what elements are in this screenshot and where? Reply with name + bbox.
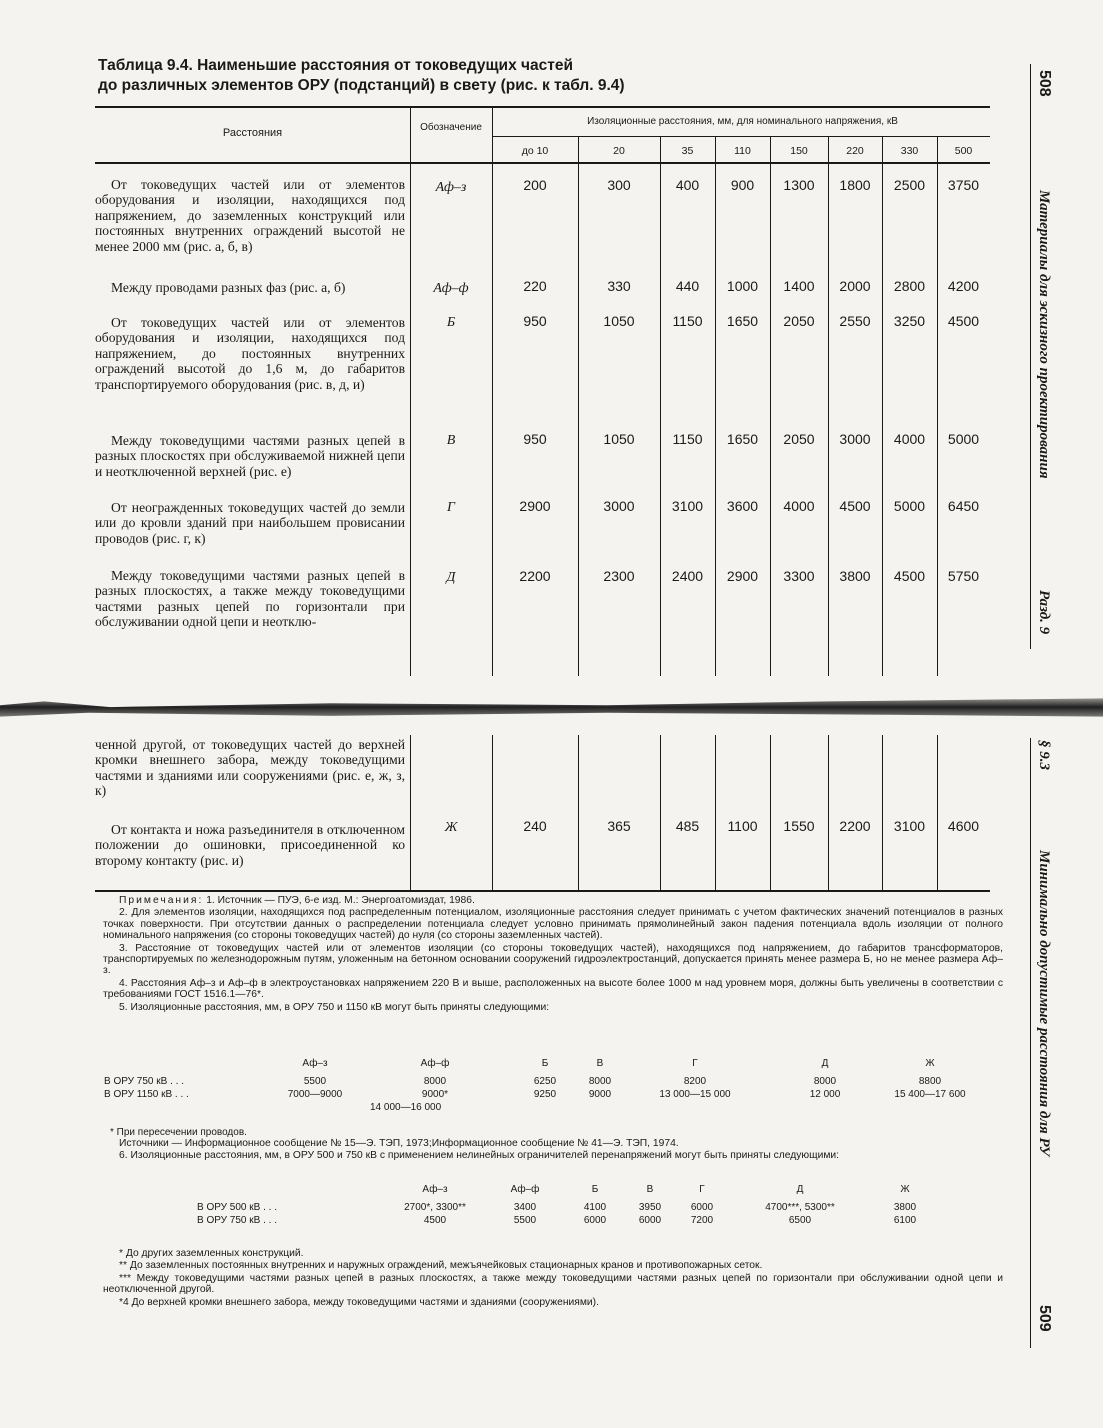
note-6-cell: 4100 xyxy=(583,1202,607,1213)
footnote-4: *4 До верхней кромки внешнего забора, между токоведущими частями и зданиями (сооружениями). xyxy=(119,1296,599,1308)
table-cell: 2200 xyxy=(839,818,871,834)
table-cell: 1000 xyxy=(726,278,759,294)
table-cell: 4000 xyxy=(783,498,815,514)
col-rule-9 xyxy=(937,137,938,676)
note-6-col-header: Г xyxy=(699,1184,705,1195)
note-5-col-header: Аф–з xyxy=(302,1058,328,1069)
note-6-cell: 4500 xyxy=(423,1215,447,1226)
note-6-block xyxy=(103,1138,1003,1163)
note-5-cell: 9250 xyxy=(533,1089,557,1100)
row-desc-1: Между проводами разных фаз (рис. а, б) xyxy=(111,280,346,295)
table-cell: 5000 xyxy=(947,431,980,447)
margin-rule-top xyxy=(1030,64,1031,649)
note-5-col-header: В xyxy=(596,1058,604,1069)
header-voltage-20: 20 xyxy=(613,145,625,157)
note-6-cell: 5500 xyxy=(513,1215,537,1226)
note-5-cell: 8000 xyxy=(813,1076,837,1087)
table-cell: 900 xyxy=(730,177,755,193)
table-cell: 220 xyxy=(523,278,547,294)
table-cell: 950 xyxy=(523,431,547,447)
table-cell: 4000 xyxy=(893,431,926,447)
table-cell: 1650 xyxy=(726,431,759,447)
header-voltage-330: 330 xyxy=(900,145,919,157)
note-6-cell: 6500 xyxy=(788,1215,812,1226)
note-5-col-header: Аф–ф xyxy=(420,1058,450,1069)
table-cell: 3600 xyxy=(726,498,759,514)
note-5-cell: 13 000—15 000 xyxy=(659,1089,731,1100)
notes-label: Примечания: xyxy=(119,895,204,906)
table-cell: 2200 xyxy=(519,568,551,584)
note-5-cell: 8200 xyxy=(683,1076,707,1087)
section-label-top: Разд. 9 xyxy=(1036,590,1052,635)
row-desc-3: Между токоведущими частями разных цепей в разных плоскостях при обслуживаемой нижней цепи и неотключенной верхней (рис. е) xyxy=(95,433,405,479)
col-rule-8 xyxy=(882,137,883,676)
table-cell: 2300 xyxy=(603,568,635,584)
table-cell: 1050 xyxy=(603,431,635,447)
note-6-col-header: Д xyxy=(796,1184,804,1195)
table-cell: 1150 xyxy=(672,431,703,447)
running-head-bottom: Минимально допустимые расстояния для РУ xyxy=(1036,850,1052,1157)
row-sym-2: Б xyxy=(446,315,456,330)
col-rule-3 xyxy=(578,137,579,676)
running-head-top: Материалы для эскизного проектирования xyxy=(1036,190,1052,479)
table-cell: 5000 xyxy=(893,498,926,514)
table-cell: 2400 xyxy=(671,568,704,584)
note-6-col-header: Б xyxy=(591,1184,599,1195)
col-rule-2b xyxy=(492,735,493,890)
note-5-cell: 12 000 xyxy=(809,1089,841,1100)
note-5-cell: 8800 xyxy=(918,1076,942,1087)
table-cell: 3000 xyxy=(603,498,635,514)
table-cell: 2550 xyxy=(839,313,871,329)
table-cell: 1050 xyxy=(603,313,635,329)
row-sym-0: Аф–з xyxy=(435,180,467,195)
note-6-cell: 4700***, 5300** xyxy=(765,1202,835,1213)
table-cell: 200 xyxy=(523,177,547,193)
note-5-col-header: Г xyxy=(692,1058,698,1069)
header-voltage-500: 500 xyxy=(954,145,973,157)
note-6-cell: 6000 xyxy=(638,1215,662,1226)
table-cell: 2050 xyxy=(783,431,815,447)
table-cell: 3100 xyxy=(671,498,704,514)
header-distance: Расстояния xyxy=(222,127,283,139)
note-6-row-label: В ОРУ 750 кВ . . . xyxy=(197,1215,277,1226)
table-cell: 3250 xyxy=(893,313,926,329)
header-voltage-110: 110 xyxy=(734,145,751,157)
note-5-cell: 5500 xyxy=(303,1076,327,1087)
table-cell: 4500 xyxy=(947,313,980,329)
table-cell: 400 xyxy=(675,177,700,193)
table-cell: 5750 xyxy=(947,568,980,584)
header-voltage-150: 150 xyxy=(790,145,808,157)
table-cell: 4500 xyxy=(839,498,871,514)
table-cell: 240 xyxy=(523,818,547,834)
col-rule-8b xyxy=(882,735,883,890)
note-5-col-header: Ж xyxy=(925,1058,935,1069)
table-cell: 6450 xyxy=(947,498,980,514)
table-title-line-2: до различных элементов ОРУ (подстанций) в свету (рис. к табл. 9.4) xyxy=(98,77,625,94)
note-6-cell: 6100 xyxy=(893,1215,917,1226)
note-5-cell: 15 400—17 600 xyxy=(894,1089,966,1100)
table-cell: 2050 xyxy=(783,313,815,329)
note-5-row-label: В ОРУ 750 кВ . . . xyxy=(104,1076,184,1087)
row-desc-5-continued: ченной другой, от токоведущих частей до верхней кромки внешнего забора, между токоведущими частями и зданиями или сооружениями (рис. е, ж, з, к) xyxy=(95,737,405,799)
note-5-row-label: В ОРУ 1150 кВ . . . xyxy=(104,1089,189,1100)
note-6-cell: 6000 xyxy=(583,1215,607,1226)
table-cell: 3000 xyxy=(839,431,871,447)
row-sym-4: Г xyxy=(447,500,455,515)
table-cell: 1550 xyxy=(783,818,815,834)
note-2: 2. Для элементов изоляции, находящихся под распределенным потенциалом, изоляционные расстояния следует принимать с учетом фактических значений потенциалов в разных точках поверхности. При отсутствии данных о распределении потенциала следует условно принимать прямолинейный закон падения потенциала вдоль изоляции от полного номинального напряжения (со стороны токоведущих частей) до нуля (со стороны заземленных частей). xyxy=(103,907,1003,942)
col-rule-5b xyxy=(715,735,716,890)
note-6-col-header: В xyxy=(646,1184,654,1195)
section-label-bottom: § 9.3 xyxy=(1036,740,1052,770)
note-5-col-header: Д xyxy=(821,1058,829,1069)
table-cell: 2500 xyxy=(893,177,926,193)
table-cell: 2900 xyxy=(519,498,551,514)
note-6-row-label: В ОРУ 500 кВ . . . xyxy=(197,1202,277,1213)
table-cell: 440 xyxy=(675,278,700,294)
col-rule-5 xyxy=(715,137,716,676)
table-cell: 485 xyxy=(675,818,700,834)
row-sym-1: Аф–ф xyxy=(433,281,469,296)
margin-rule-bottom xyxy=(1030,738,1031,1348)
table-cell: 3750 xyxy=(947,177,980,193)
col-rule-9b xyxy=(937,735,938,890)
table-cell: 300 xyxy=(607,177,631,193)
table-bottom-rule xyxy=(95,890,990,892)
note-6-col-header: Аф–ф xyxy=(510,1184,540,1195)
header-voltage-group: Изоляционные расстояния, мм, для номинального напряжения, кВ xyxy=(587,116,898,127)
table-cell: 1100 xyxy=(727,818,758,834)
table-cell: 1650 xyxy=(726,313,759,329)
col-rule-6b xyxy=(770,735,771,890)
table-cell: 2000 xyxy=(839,278,871,294)
note-6-col-header: Аф–з xyxy=(422,1184,448,1195)
col-rule-3b xyxy=(578,735,579,890)
footnote-3: *** Между токоведущими частями разных цепей в разных плоскостях, а также между токоведущими частями разных цепей по горизонтали при обслуживании одной цепи и неотключенной другой. xyxy=(103,1272,1003,1296)
note-1: 1. Источник — ПУЭ, 6-е изд. М.: Энергоатомиздат, 1986. xyxy=(206,895,475,906)
note-5-cell: 7000—9000 xyxy=(287,1089,343,1100)
col-rule-1b xyxy=(410,735,411,890)
row-desc-5: Между токоведущими частями разных цепей в разных плоскостях, а также между токоведущими частями разных цепей по горизонтали при обслуживании одной цепи и неотклю- xyxy=(95,568,405,630)
row-desc-4: От неогражденных токоведущих частей до земли или до кровли зданий при наибольшем провисании проводов (рис. г, к) xyxy=(95,500,405,546)
note-6-cell: 3800 xyxy=(893,1202,917,1213)
row-desc-last: От контакта и ножа разъединителя в отключенном положении до ошиновки, присоединенной ко второму контакту (рис. и) xyxy=(95,822,405,868)
note-4: 4. Расстояния Аф–з и Аф–ф в электроустановках напряжением 220 В и выше, расположенных на высоте более 1000 м над уровнем моря, должны быть увеличены в соответствии с требованиями ГОСТ 1516.1—76*. xyxy=(103,977,1003,1001)
page-number-top: 508 xyxy=(1036,70,1053,97)
table-cell: 2900 xyxy=(726,568,759,584)
table-cell: 365 xyxy=(607,818,631,834)
table-cell: 4200 xyxy=(947,278,980,294)
header-voltage-10: до 10 xyxy=(521,145,549,157)
table-title-line-1: Таблица 9.4. Наименьшие расстояния от токоведущих частей xyxy=(98,57,573,74)
note-3: 3. Расстояние от токоведущих частей или от элементов изоляции (со стороны токоведущих частей), находящихся под напряжением, до габаритов трансформаторов, транспортируемых по железнодорожным путям, уложенным на бетонном основании сооружений гидроэлектростанций, допускается принять менее размера Б, но не менее размера Аф–з. xyxy=(103,942,1003,977)
table-cell: 950 xyxy=(523,313,547,329)
row-sym-last: Ж xyxy=(444,820,458,835)
note-6-cell: 2700*, 3300** xyxy=(404,1202,466,1213)
footnote-1: * До других заземленных конструкций. xyxy=(119,1248,304,1259)
note-5-cell: 9000* xyxy=(421,1089,449,1100)
col-rule-7b xyxy=(828,735,829,890)
table-cell: 3800 xyxy=(839,568,871,584)
note-6-cell: 6000 xyxy=(690,1202,714,1213)
table-top-rule xyxy=(95,106,990,108)
table-cell: 1300 xyxy=(783,177,815,193)
header-symbol: Обозначение xyxy=(420,122,482,133)
note-6: 6. Изоляционные расстояния, мм, в ОРУ 500 и 750 кВ с применением нелинейных ограничителей перенапряжений могут быть приняты следующими: xyxy=(119,1150,840,1162)
note-5: 5. Изоляционные расстояния, мм, в ОРУ 750 и 1150 кВ могут быть приняты следующими: xyxy=(119,1001,550,1013)
note-5-source: Источники — Информационное сообщение № 15—Э. ТЭП, 1973;Информационное сообщение № 41—Э. ТЭП, 1974. xyxy=(119,1138,679,1149)
table-cell: 4600 xyxy=(947,818,980,834)
note-6-cell: 7200 xyxy=(690,1215,714,1226)
scan-smudge xyxy=(0,690,1103,728)
table-cell: 2800 xyxy=(893,278,926,294)
note-5-footnote: * При пересечении проводов. xyxy=(110,1127,247,1138)
col-rule-6 xyxy=(770,137,771,676)
footnotes xyxy=(103,1248,1003,1309)
table-cell: 3300 xyxy=(783,568,815,584)
header-voltage-35: 35 xyxy=(681,145,694,157)
table-cell: 3100 xyxy=(893,818,926,834)
note-5-cell: 9000 xyxy=(588,1089,612,1100)
col-rule-4 xyxy=(660,137,661,676)
note-5-extra: 14 000—16 000 xyxy=(370,1102,442,1113)
note-6-col-header: Ж xyxy=(900,1184,910,1195)
table-cell: 1400 xyxy=(783,278,815,294)
col-rule-7 xyxy=(828,137,829,676)
header-mid-rule xyxy=(492,136,990,137)
table-title xyxy=(98,56,978,96)
note-6-cell: 3950 xyxy=(638,1202,662,1213)
header-voltage-220: 220 xyxy=(846,145,864,157)
table-cell: 1150 xyxy=(672,313,703,329)
row-sym-5: Д xyxy=(446,570,456,585)
row-sym-3: В xyxy=(446,433,456,448)
note-5-col-header: Б xyxy=(541,1058,549,1069)
note-6-cell: 3400 xyxy=(513,1202,537,1213)
note-5-cell: 6250 xyxy=(533,1076,557,1087)
header-bottom-rule xyxy=(95,162,990,164)
table-cell: 1800 xyxy=(839,177,871,193)
footnote-2: ** До заземленных постоянных внутренних и наружных ограждений, межъячейковых стационарных кранов и противопожарных сеток. xyxy=(119,1260,763,1272)
notes xyxy=(103,895,1003,1014)
row-desc-2: От токоведущих частей или от элементов оборудования и изоляции, находящихся под напряжением, до постоянных внутренних ограждений высотой до 1,6 м, до габаритов транспортируемого оборудования (рис. в, д, и) xyxy=(95,315,405,392)
note-5-cell: 8000 xyxy=(423,1076,447,1087)
table-cell: 330 xyxy=(607,278,631,294)
table-cell: 4500 xyxy=(893,568,926,584)
page-number-bottom: 509 xyxy=(1036,1305,1053,1332)
row-desc-0: От токоведущих частей или от элементов оборудования и изоляции, находящихся под напряжением, до заземленных конструкций или постоянных внутренних ограждений высотой не менее 2000 мм (рис. а, б, в) xyxy=(95,177,405,254)
col-rule-4b xyxy=(660,735,661,890)
note-5-cell: 8000 xyxy=(588,1076,612,1087)
